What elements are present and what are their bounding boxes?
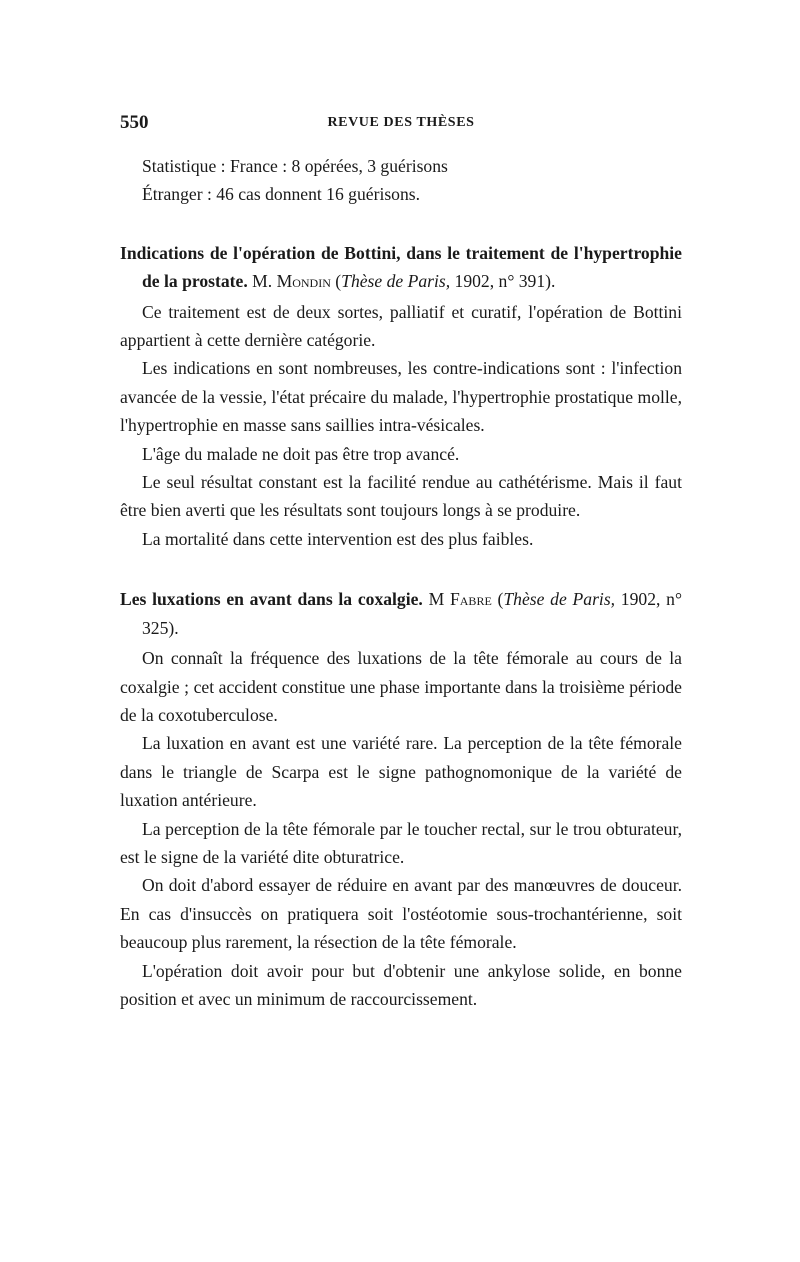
article-heading-coxalgie [120,585,682,642]
paragraph: L'âge du malade ne doit pas être trop avancé. [142,443,460,464]
source-reference: 1902, n° 325). [142,589,682,638]
source-reference: 1902, n° 391). [450,271,556,292]
author-name: Fabre [449,589,492,610]
article-title: Les luxations en avant dans la coxalgie. [120,589,423,610]
paragraph: On doit d'abord essayer de réduire en avant par des manœuvres de douceur. En cas d'insuccès on pratiquera soit l'ostéotomie sous-trochantérienne, soit beaucoup plus rarement, la résection de la tête fémorale. [120,875,682,953]
paragraph: La perception de la tête fémorale par le toucher rectal, sur le trou obturateur, est le signe de la variété dite obturatrice. [120,818,682,867]
statistics-line-etranger: Étranger : 46 cas donnent 16 guérisons. [142,184,421,205]
reference-open: ( [335,271,342,292]
paragraph: Les indications en sont nombreuses, les contre-indications sont : l'infection avancée de la vessie, l'état précaire du malade, l'hypertrophie prostatique molle, l'hypertrophie en masse sans saillies intra-vésicales. [120,358,682,436]
paragraph: La luxation en avant est une variété rare. La perception de la tête fémorale dans le triangle de Scarpa est le signe pathognomonique de la variété de luxation antérieure. [120,733,682,811]
source-title: Thèse de Paris, [341,271,451,292]
author-name: Mondin [276,271,331,292]
reference-open: ( [497,589,504,610]
source-title: Thèse de Paris, [503,589,616,610]
article-title: Indications de l'opération de Bottini, dans le traitement de l'hypertrophie de la prostate. [120,242,682,292]
page-number: 550 [120,112,149,133]
article-heading-bottini [120,239,682,296]
author-prefix: M [428,589,445,610]
running-head [120,112,682,142]
paragraph: Le seul résultat constant est la facilité rendue au cathétérisme. Mais il faut être bien averti que les résultats sont toujours longs à se produire. [120,472,682,521]
statistics-line-france: Statistique : France : 8 opérées, 3 guérisons [142,156,448,176]
author-prefix: M. [252,271,273,292]
running-title: REVUE DES THÈSES [327,115,475,130]
page [120,112,682,1013]
paragraph: L'opération doit avoir pour but d'obtenir une ankylose solide, en bonne position et avec un minimum de raccourcissement. [120,960,682,1009]
paragraph: Ce traitement est de deux sortes, palliatif et curatif, l'opération de Bottini appartient à cette dernière catégorie. [120,301,682,351]
paragraph: On connaît la fréquence des luxations de la tête fémorale au cours de la coxalgie ; cet accident constitue une phase importante dans la troisième période de la coxotuberculose. [120,648,682,725]
paragraph: La mortalité dans cette intervention est des plus faibles. [142,528,534,549]
